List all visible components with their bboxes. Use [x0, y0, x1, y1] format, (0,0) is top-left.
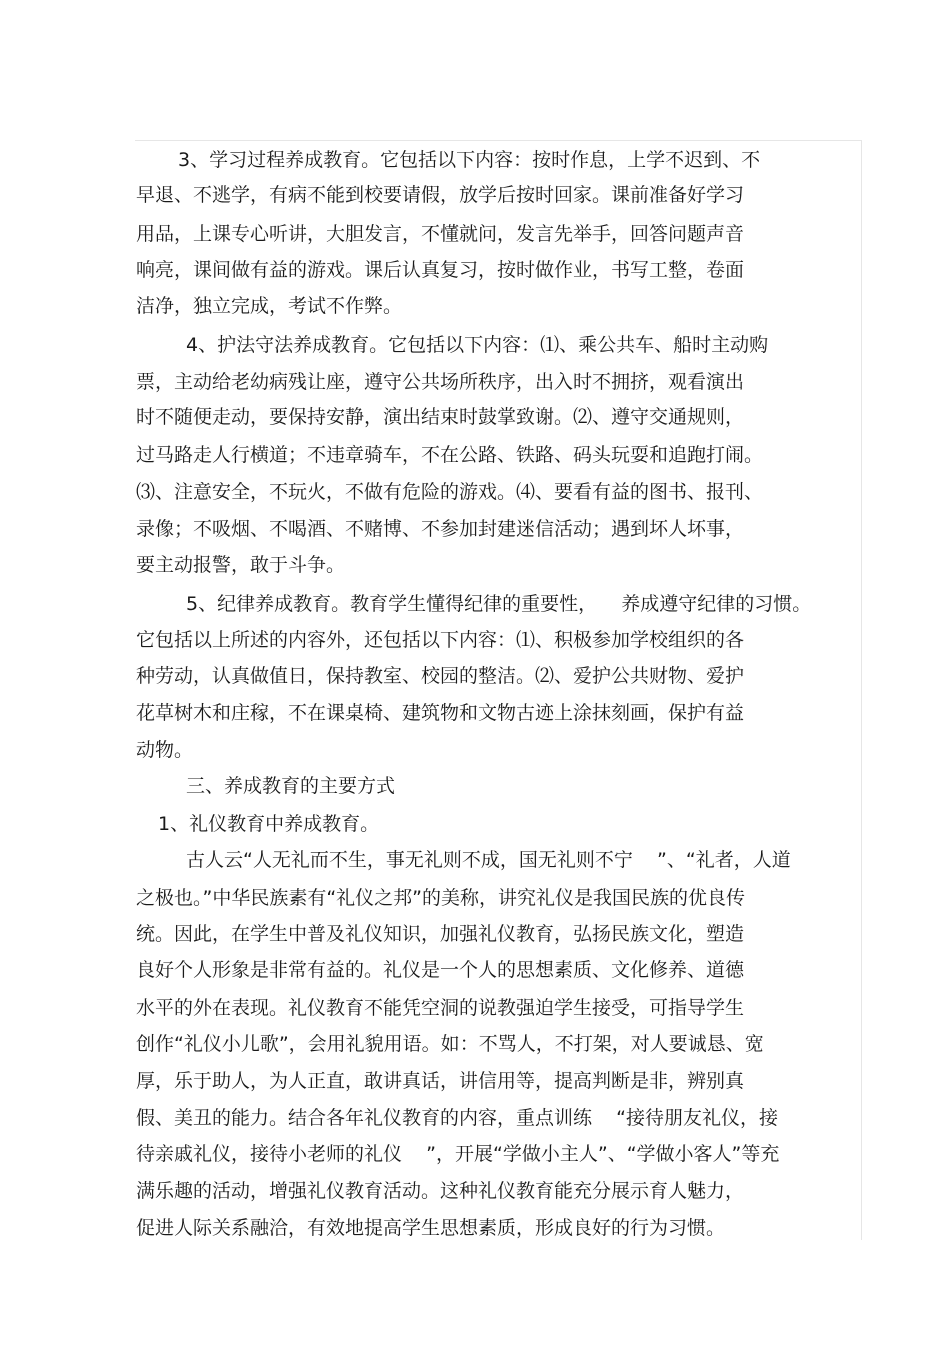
text-line: 时不随便走动，要保持安静，演出结束时鼓掌致谢。⑵、遵守交通规则， — [136, 406, 745, 428]
section-heading: 三、养成教育的主要方式 — [186, 775, 396, 797]
text-line: 录像；不吸烟、不喝酒、不赌博、不参加封建迷信活动；遇到坏人坏事， — [136, 518, 745, 540]
text-line: 种劳动，认真做值日，保持教室、校园的整洁。⑵、爱护公共财物、爱护 — [136, 665, 745, 687]
text-line: 古人云“人无礼而不生，事无礼则不成，国无礼则不宁 ”、“礼者，人道 — [186, 849, 791, 871]
text-line: 动物。 — [136, 739, 194, 761]
text-line: 创作“礼仪小儿歌”，会用礼貌用语。如：不骂人，不打架，对人要诚恳、宽 — [136, 1033, 764, 1055]
text-line: 早退、不逃学，有病不能到校要请假，放学后按时回家。课前准备好学习 — [136, 184, 745, 206]
text-line: 它包括以上所述的内容外，还包括以下内容：⑴、积极参加学校组织的各 — [136, 629, 745, 651]
text-line: 良好个人形象是非常有益的。礼仪是一个人的思想素质、文化修养、道德 — [136, 959, 745, 981]
text-line: 待亲戚礼仪，接待小老师的礼仪 ”，开展“学做小主人”、“学做小客人”等充 — [136, 1143, 780, 1165]
text-line: 统。因此，在学生中普及礼仪知识，加强礼仪教育，弘扬民族文化，塑造 — [136, 923, 745, 945]
text-line: 之极也。”中华民族素有“礼仪之邦”的美称，讲究礼仪是我国民族的优良传 — [136, 887, 746, 909]
text-line: 过马路走人行横道；不违章骑车，不在公路、铁路、码头玩耍和追跑打闹。 — [136, 444, 764, 466]
text-line: 花草树木和庄稼，不在课桌椅、建筑物和文物古迹上涂抹刻画，保护有益 — [136, 702, 745, 724]
text-line: 促进人际关系融洽，有效地提高学生思想素质，形成良好的行为习惯。 — [136, 1217, 726, 1239]
text-line: 水平的外在表现。礼仪教育不能凭空洞的说教强迫学生接受，可指导学生 — [136, 997, 745, 1019]
text-line: 用品，上课专心听讲，大胆发言，不懂就问，发言先举手，回答问题声音 — [136, 223, 745, 245]
text-line: 响亮，课间做有益的游戏。课后认真复习，按时做作业，书写工整，卷面 — [136, 259, 745, 281]
text-line: 3、学习过程养成教育。它包括以下内容：按时作息，上学不迟到、不 — [178, 149, 761, 171]
text-line: 满乐趣的活动，增强礼仪教育活动。这种礼仪教育能充分展示育人魅力， — [136, 1180, 745, 1202]
text-line: 4、护法守法养成教育。它包括以下内容：⑴、乘公共车、船时主动购 — [186, 334, 769, 356]
text-line: 厚，乐于助人，为人正直，敢讲真话，讲信用等，提高判断是非，辨别真 — [136, 1070, 745, 1092]
text-line: 票，主动给老幼病残让座，遵守公共场所秩序，出入时不拥挤，观看演出 — [136, 371, 745, 393]
subsection-heading: 1、礼仪教育中养成教育。 — [158, 813, 380, 835]
page-border-right — [861, 140, 862, 1240]
page-border-top — [135, 140, 861, 141]
text-line: 洁净，独立完成，考试不作弊。 — [136, 295, 403, 317]
text-line: 5、纪律养成教育。教育学生懂得纪律的重要性， 养成遵守纪律的习惯。 — [186, 593, 812, 615]
text-line: ⑶、注意安全，不玩火，不做有危险的游戏。⑷、要看有益的图书、报刊、 — [136, 481, 764, 503]
text-line: 要主动报警，敢于斗争。 — [136, 554, 346, 576]
text-line: 假、美丑的能力。结合各年礼仪教育的内容，重点训练 “接待朋友礼仪，接 — [136, 1107, 779, 1129]
